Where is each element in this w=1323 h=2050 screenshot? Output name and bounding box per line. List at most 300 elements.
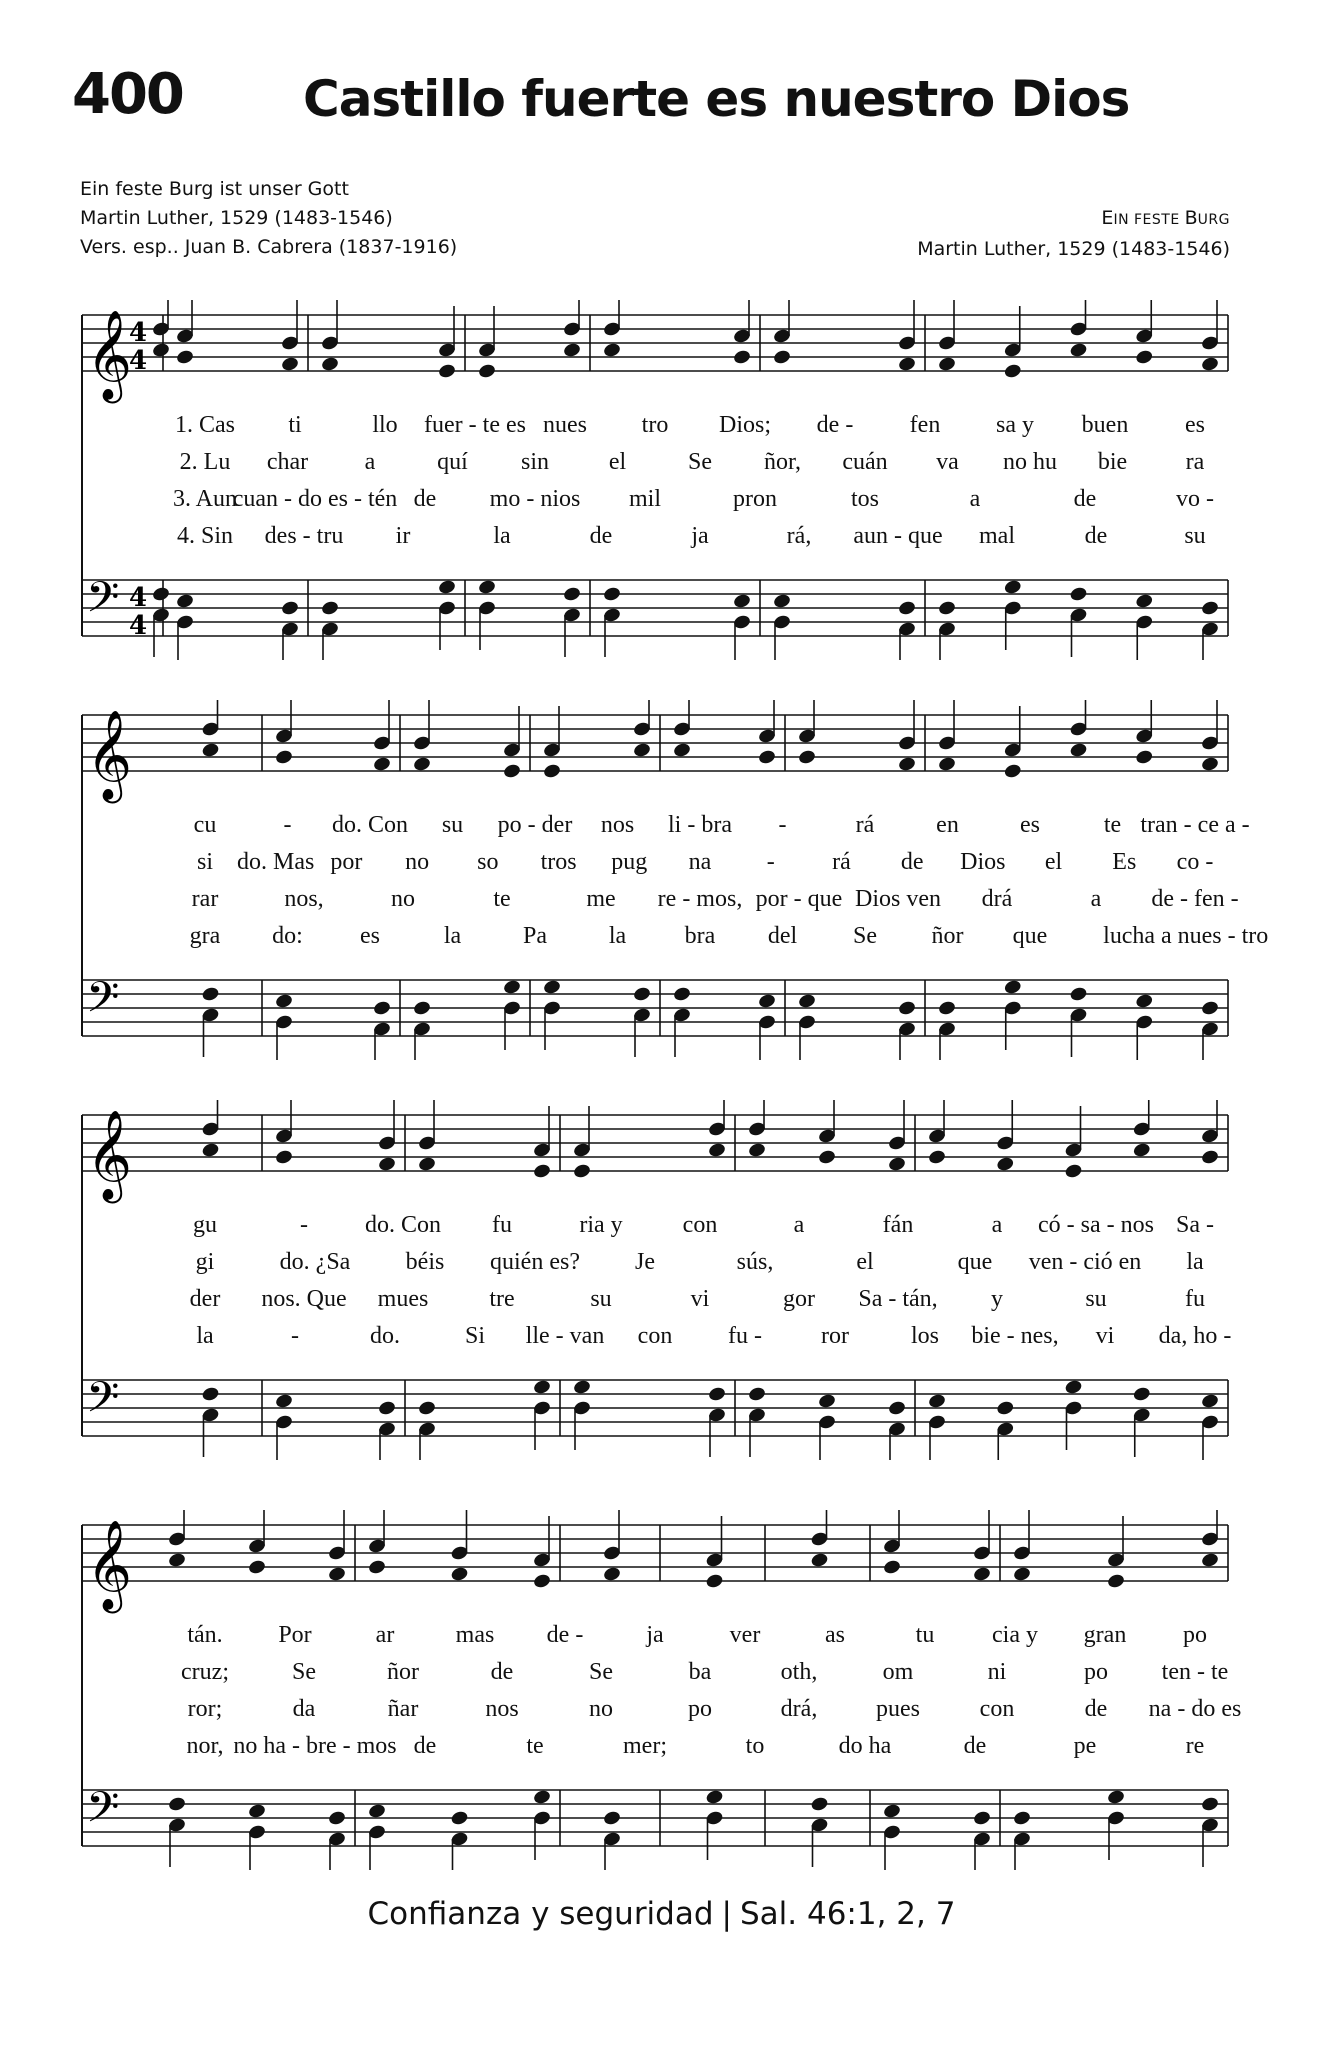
- note-head: [377, 1400, 396, 1417]
- time-signature-bottom: 4: [128, 611, 148, 641]
- lyric-syllable: la: [443, 923, 462, 949]
- note-head: [280, 600, 299, 617]
- lyric-syllable: te: [526, 1733, 544, 1759]
- lyric-syllable: -: [283, 812, 292, 838]
- lyric-syllable: de: [589, 523, 613, 549]
- lyric-syllable: mil: [628, 486, 662, 512]
- lyric-syllable: nos: [600, 812, 635, 838]
- note-head: [247, 1803, 266, 1820]
- music-system: [0, 300, 1323, 660]
- lyric-syllable: de: [963, 1733, 987, 1759]
- lyric-syllable: el: [856, 1249, 874, 1275]
- lyric-syllable: de -: [546, 1622, 584, 1648]
- lyric-syllable: buen: [1081, 412, 1129, 438]
- lyric-syllable: te: [1103, 812, 1122, 838]
- lyric-syllable: Es: [1112, 849, 1137, 875]
- lyric-syllable: vi: [1095, 1323, 1115, 1349]
- lyric-syllable: en: [936, 812, 959, 838]
- lyric-syllable: co -: [1176, 849, 1214, 875]
- lyric-syllable: cu: [193, 812, 217, 838]
- footer-topic: Confianza y seguridad: [367, 1896, 714, 1932]
- lyric-syllable: re - mos,: [657, 886, 743, 912]
- lyric-syllable: va: [936, 449, 959, 475]
- lyric-syllable: rá: [855, 812, 875, 838]
- lyric-row-verse-3: [0, 486, 1323, 520]
- note-head: [602, 1566, 621, 1583]
- lyric-syllable: a: [1090, 886, 1102, 912]
- lyric-syllable: fu: [492, 1212, 512, 1238]
- credits-right: [917, 204, 1230, 264]
- lyric-syllable: es: [360, 923, 380, 949]
- note-head: [602, 342, 621, 359]
- note-head: [562, 342, 581, 359]
- lyric-syllable: pues: [876, 1696, 920, 1722]
- lyric-row-verse-1: [0, 1622, 1323, 1656]
- lyric-syllable: de -: [816, 412, 854, 438]
- lyric-syllable: y: [991, 1286, 1003, 1312]
- lyric-syllable: la: [196, 1323, 214, 1349]
- lyric-syllable: tán.: [187, 1622, 223, 1648]
- lyric-syllable: ver: [729, 1622, 761, 1648]
- hymn-title: Castillo fuerte es nuestro Dios: [303, 70, 1130, 128]
- note-head: [897, 756, 916, 773]
- note-head: [996, 1156, 1015, 1173]
- hymn-number: 400: [72, 62, 183, 127]
- lyric-syllable: Je: [635, 1249, 655, 1275]
- lyric-syllable: pug: [611, 849, 648, 875]
- lyric-syllable: Dios;: [718, 412, 772, 438]
- footer-separator: |: [721, 1896, 732, 1932]
- lyric-syllable: ja: [646, 1622, 664, 1648]
- lyric-syllable: el: [608, 449, 627, 475]
- lyric-syllable: Se: [292, 1659, 316, 1685]
- lyric-syllable: Si: [464, 1323, 486, 1349]
- lyric-syllable: por - que: [755, 886, 843, 912]
- note-head: [280, 356, 299, 373]
- note-head: [1012, 1810, 1031, 1827]
- note-head: [632, 742, 651, 759]
- lyric-syllable: con: [979, 1696, 1015, 1722]
- note-head: [201, 1386, 220, 1403]
- lyric-syllable: a: [991, 1212, 1003, 1238]
- lyric-syllable: as: [825, 1622, 845, 1648]
- note-head: [542, 763, 561, 780]
- lyric-row-verse-2: [0, 1659, 1323, 1693]
- footer: [0, 1896, 1323, 1932]
- lyric-syllable: rá: [832, 849, 851, 875]
- lyric-syllable: ñor: [931, 923, 964, 949]
- note-head: [1135, 349, 1154, 366]
- note-head: [810, 1552, 829, 1569]
- lyric-syllable: nos. Que: [261, 1286, 347, 1312]
- lyric-row-verse-2: [0, 1249, 1323, 1283]
- tune-author: Martin Luther, 1529 (1483-1546): [917, 238, 1230, 260]
- lyric-syllable: quién es?: [490, 1249, 580, 1275]
- note-head: [572, 1379, 591, 1396]
- lyric-syllable: pe: [1073, 1733, 1097, 1759]
- note-head: [502, 979, 521, 996]
- note-head: [887, 1156, 906, 1173]
- tune-name-rest-1: IN FESTE: [1113, 212, 1185, 228]
- note-head: [705, 1573, 724, 1590]
- lyric-syllable: ñor,: [763, 449, 802, 475]
- footer-scripture: Sal. 46:1, 2, 7: [739, 1896, 956, 1932]
- lyric-syllable: có - sa - nos: [1038, 1212, 1154, 1238]
- treble-staff: [82, 1115, 1228, 1171]
- lyric-syllable: no: [589, 1696, 613, 1722]
- note-head: [437, 363, 456, 380]
- note-head: [532, 1573, 551, 1590]
- lyric-syllable: es: [1020, 812, 1040, 838]
- note-head: [532, 1163, 551, 1180]
- note-head: [175, 349, 194, 366]
- note-head: [1132, 1142, 1151, 1159]
- note-head: [274, 1149, 293, 1166]
- lyric-syllable: gran: [1083, 1622, 1127, 1648]
- note-head: [937, 600, 956, 617]
- original-title: Ein feste Burg ist unser Gott: [80, 178, 349, 200]
- lyric-syllable: Se: [688, 449, 712, 475]
- bass-staff: [82, 580, 1228, 636]
- translator: Vers. esp.. Juan B. Cabrera (1837-1916): [80, 236, 458, 258]
- note-head: [1200, 356, 1219, 373]
- lyric-syllable: ten - te: [1161, 1659, 1229, 1685]
- lyric-syllable: fu: [1185, 1286, 1205, 1312]
- note-head: [274, 749, 293, 766]
- note-head: [732, 349, 751, 366]
- note-head: [1200, 1393, 1219, 1410]
- note-head: [201, 986, 220, 1003]
- note-head: [972, 1810, 991, 1827]
- note-head: [1003, 579, 1022, 596]
- lyric-syllable: so: [477, 849, 499, 875]
- lyric-syllable: do ha: [838, 1733, 892, 1759]
- lyric-syllable: de: [413, 1733, 437, 1759]
- lyric-syllable: da: [292, 1696, 316, 1722]
- note-head: [797, 993, 816, 1010]
- note-head: [437, 579, 456, 596]
- lyric-syllable: nos,: [284, 886, 324, 912]
- lyric-syllable: cha a nues - tro: [1121, 923, 1269, 949]
- lyric-row-verse-2: [0, 449, 1323, 483]
- lyric-syllable: de: [1084, 523, 1108, 549]
- note-head: [632, 986, 651, 1003]
- note-head: [1069, 342, 1088, 359]
- lyric-syllable: bie: [1097, 449, 1128, 475]
- lyric-row-verse-4: [0, 923, 1323, 957]
- lyric-syllable: mer;: [623, 1733, 667, 1759]
- note-head: [1200, 756, 1219, 773]
- lyric-syllable: ja: [691, 523, 709, 549]
- lyric-syllable: bra: [684, 923, 716, 949]
- treble-staff: [82, 715, 1228, 771]
- note-head: [320, 356, 339, 373]
- lyric-syllable: do. Con: [331, 812, 409, 838]
- lyric-syllable: del: [767, 923, 798, 949]
- lyric-syllable: béis: [405, 1249, 445, 1275]
- note-head: [417, 1400, 436, 1417]
- note-head: [372, 1000, 391, 1017]
- note-head: [1200, 1552, 1219, 1569]
- note-head: [707, 1386, 726, 1403]
- lyric-row-verse-1: [0, 812, 1323, 846]
- note-head: [175, 593, 194, 610]
- lyric-syllable: po: [1084, 1659, 1108, 1685]
- note-head: [672, 742, 691, 759]
- note-head: [897, 356, 916, 373]
- lyric-syllable: no ha - bre - mos: [233, 1733, 397, 1759]
- note-head: [572, 1163, 591, 1180]
- lyric-syllable: po: [688, 1696, 712, 1722]
- lyric-syllable: Se: [853, 923, 877, 949]
- lyric-syllable: rá,: [786, 523, 812, 549]
- note-head: [1135, 749, 1154, 766]
- note-head: [937, 356, 956, 373]
- lyric-syllable: tos: [850, 486, 880, 512]
- treble-staff: [82, 315, 1228, 371]
- lyric-syllable: na: [688, 849, 712, 875]
- note-head: [732, 593, 751, 610]
- note-head: [201, 1142, 220, 1159]
- lyric-row-verse-3: [0, 1696, 1323, 1730]
- lyric-syllable: Dios: [960, 849, 1006, 875]
- note-head: [1135, 593, 1154, 610]
- lyric-syllable: nues: [543, 412, 587, 438]
- note-head: [757, 993, 776, 1010]
- lyric-syllable: 3. Aun: [172, 486, 238, 512]
- note-head: [1106, 1573, 1125, 1590]
- lyric-syllable: tros: [540, 849, 577, 875]
- note-head: [450, 1810, 469, 1827]
- time-signature-top: 4: [128, 318, 148, 348]
- lyric-syllable: li - bra: [668, 812, 732, 838]
- lyric-syllable: 1. Cas: [175, 412, 235, 438]
- lyric-syllable: sús,: [736, 1249, 774, 1275]
- note-head: [1012, 1566, 1031, 1583]
- lyric-syllable: ror: [821, 1323, 849, 1349]
- note-head: [1200, 1149, 1219, 1166]
- lyric-syllable: llo: [372, 412, 398, 438]
- lyric-syllable: char: [266, 449, 309, 475]
- note-head: [274, 1393, 293, 1410]
- lyric-syllable: su: [590, 1286, 612, 1312]
- tune-name: [917, 204, 1230, 235]
- treble-clef-icon: 𝄞: [86, 310, 133, 400]
- note-head: [672, 986, 691, 1003]
- lyric-row-verse-2: [0, 849, 1323, 883]
- lyric-syllable: nos: [485, 1696, 519, 1722]
- lyric-syllable: der: [189, 1286, 221, 1312]
- note-head: [201, 742, 220, 759]
- lyric-row-verse-4: [0, 1323, 1323, 1357]
- lyric-syllable: es: [1185, 412, 1205, 438]
- lyric-row-verse-3: [0, 886, 1323, 920]
- lyric-syllable: vo -: [1176, 486, 1214, 512]
- lyric-syllable: de: [413, 486, 437, 512]
- note-head: [372, 756, 391, 773]
- lyric-syllable: aun - que: [853, 523, 943, 549]
- lyric-syllable: -: [778, 812, 787, 838]
- note-head: [412, 756, 431, 773]
- lyric-syllable: om: [882, 1659, 914, 1685]
- lyric-syllable: do. Con: [364, 1212, 442, 1238]
- treble-clef-icon: 𝄞: [86, 710, 133, 800]
- lyric-syllable: ven - ció en: [1028, 1249, 1142, 1275]
- note-head: [274, 993, 293, 1010]
- lyric-syllable: 2. Lu: [179, 449, 231, 475]
- note-head: [167, 1552, 186, 1569]
- lyric-syllable: el: [1044, 849, 1063, 875]
- time-signature-bottom: 4: [128, 346, 148, 376]
- note-head: [882, 1559, 901, 1576]
- lyric-syllable: da, ho -: [1158, 1323, 1232, 1349]
- note-head: [817, 1393, 836, 1410]
- lyric-syllable: -: [766, 849, 775, 875]
- lyric-syllable: fán: [882, 1212, 914, 1238]
- note-head: [502, 763, 521, 780]
- lyric-syllable: rar: [191, 886, 219, 912]
- note-head: [247, 1559, 266, 1576]
- credits-left: [80, 175, 457, 262]
- bass-clef-icon: 𝄢: [86, 973, 120, 1033]
- bass-clef-icon: 𝄢: [86, 573, 120, 633]
- note-head: [772, 593, 791, 610]
- note-head: [167, 1796, 186, 1813]
- lyric-syllable: po - der: [497, 812, 573, 838]
- note-head: [532, 1789, 551, 1806]
- note-head: [996, 1400, 1015, 1417]
- note-head: [1064, 1163, 1083, 1180]
- lyric-syllable: drá: [981, 886, 1013, 912]
- note-head: [367, 1559, 386, 1576]
- note-head: [1003, 979, 1022, 996]
- lyric-syllable: ar: [375, 1622, 395, 1648]
- bass-staff: [82, 1380, 1228, 1436]
- lyric-syllable: ria y: [579, 1212, 623, 1238]
- lyric-syllable: la: [493, 523, 511, 549]
- note-head: [327, 1566, 346, 1583]
- lyric-syllable: gi: [195, 1249, 215, 1275]
- note-head: [1200, 600, 1219, 617]
- lyric-syllable: tro: [641, 412, 669, 438]
- lyric-syllable: me: [586, 886, 616, 912]
- lyric-syllable: ñar: [387, 1696, 419, 1722]
- lyric-syllable: ror;: [187, 1696, 223, 1722]
- lyric-syllable: -: [300, 1212, 308, 1238]
- lyric-syllable: sa y: [996, 412, 1034, 438]
- note-head: [747, 1386, 766, 1403]
- note-head: [151, 586, 170, 603]
- note-head: [542, 979, 561, 996]
- lyric-syllable: su: [1184, 523, 1206, 549]
- lyric-syllable: oth,: [780, 1659, 818, 1685]
- lyric-syllable: Sa -: [1176, 1212, 1214, 1238]
- lyric-syllable: vi: [690, 1286, 710, 1312]
- note-head: [797, 749, 816, 766]
- lyric-syllable: pron: [733, 486, 777, 512]
- lyric-syllable: -: [291, 1323, 299, 1349]
- lyric-syllable: su: [1085, 1286, 1107, 1312]
- lyric-syllable: ba: [688, 1659, 712, 1685]
- lyric-syllable: la: [1186, 1249, 1204, 1275]
- bass-staff: [82, 980, 1228, 1036]
- note-head: [897, 1000, 916, 1017]
- note-head: [477, 579, 496, 596]
- lyric-syllable: cuán: [842, 449, 888, 475]
- text-author: Martin Luther, 1529 (1483-1546): [80, 207, 393, 229]
- lyric-syllable: Por: [278, 1622, 312, 1648]
- lyric-row-verse-4: [0, 1733, 1323, 1767]
- lyric-syllable: tre: [489, 1286, 515, 1312]
- lyric-syllable: quí: [437, 449, 468, 475]
- lyric-syllable: de: [900, 849, 924, 875]
- lyric-syllable: Pa: [523, 923, 547, 949]
- note-head: [1200, 1000, 1219, 1017]
- tune-name-initial-1: E: [1101, 207, 1114, 229]
- lyric-syllable: de - fen -: [1151, 886, 1239, 912]
- note-head: [1069, 586, 1088, 603]
- note-head: [320, 600, 339, 617]
- treble-clef-icon: 𝄞: [86, 1520, 133, 1610]
- note-head: [1135, 993, 1154, 1010]
- lyric-syllable: que: [1012, 923, 1048, 949]
- note-head: [747, 1142, 766, 1159]
- note-head: [1200, 1796, 1219, 1813]
- lyric-syllable: lle - van: [525, 1323, 605, 1349]
- note-head: [151, 342, 170, 359]
- note-head: [972, 1566, 991, 1583]
- note-head: [377, 1156, 396, 1173]
- lyric-syllable: a: [793, 1212, 805, 1238]
- note-head: [927, 1149, 946, 1166]
- lyric-syllable: mo - nios: [489, 486, 581, 512]
- note-head: [450, 1566, 469, 1583]
- lyric-syllable: los: [910, 1323, 940, 1349]
- lyric-syllable: Dios ven: [855, 886, 941, 912]
- lyric-syllable: gor: [783, 1286, 815, 1312]
- lyric-syllable: do:: [272, 923, 303, 949]
- lyric-syllable: des - tru: [264, 523, 344, 549]
- lyric-syllable: po: [1183, 1622, 1207, 1648]
- lyric-syllable: ir: [395, 523, 411, 549]
- lyric-syllable: sin: [520, 449, 550, 475]
- bass-clef-icon: 𝄢: [86, 1783, 120, 1843]
- note-head: [412, 1000, 431, 1017]
- note-head: [897, 600, 916, 617]
- note-head: [1003, 363, 1022, 380]
- music-system: [0, 700, 1323, 1060]
- lyric-syllable: de: [490, 1659, 514, 1685]
- note-head: [1069, 742, 1088, 759]
- lyric-syllable: fen: [909, 412, 941, 438]
- note-head: [1003, 763, 1022, 780]
- lyric-syllable: re: [1185, 1733, 1205, 1759]
- lyric-syllable: no hu: [1003, 449, 1057, 475]
- lyric-syllable: cruz;: [181, 1659, 229, 1685]
- note-head: [937, 1000, 956, 1017]
- lyric-syllable: na - do es: [1148, 1696, 1242, 1722]
- lyric-syllable: to: [745, 1733, 765, 1759]
- note-head: [927, 1393, 946, 1410]
- lyric-syllable: nor,: [186, 1733, 224, 1759]
- bass-clef-icon: 𝄢: [86, 1373, 120, 1433]
- note-head: [757, 749, 776, 766]
- lyric-syllable: a: [364, 449, 376, 475]
- note-head: [602, 586, 621, 603]
- note-head: [1064, 1379, 1083, 1396]
- lyric-syllable: Sa - tán,: [858, 1286, 938, 1312]
- note-head: [1106, 1789, 1125, 1806]
